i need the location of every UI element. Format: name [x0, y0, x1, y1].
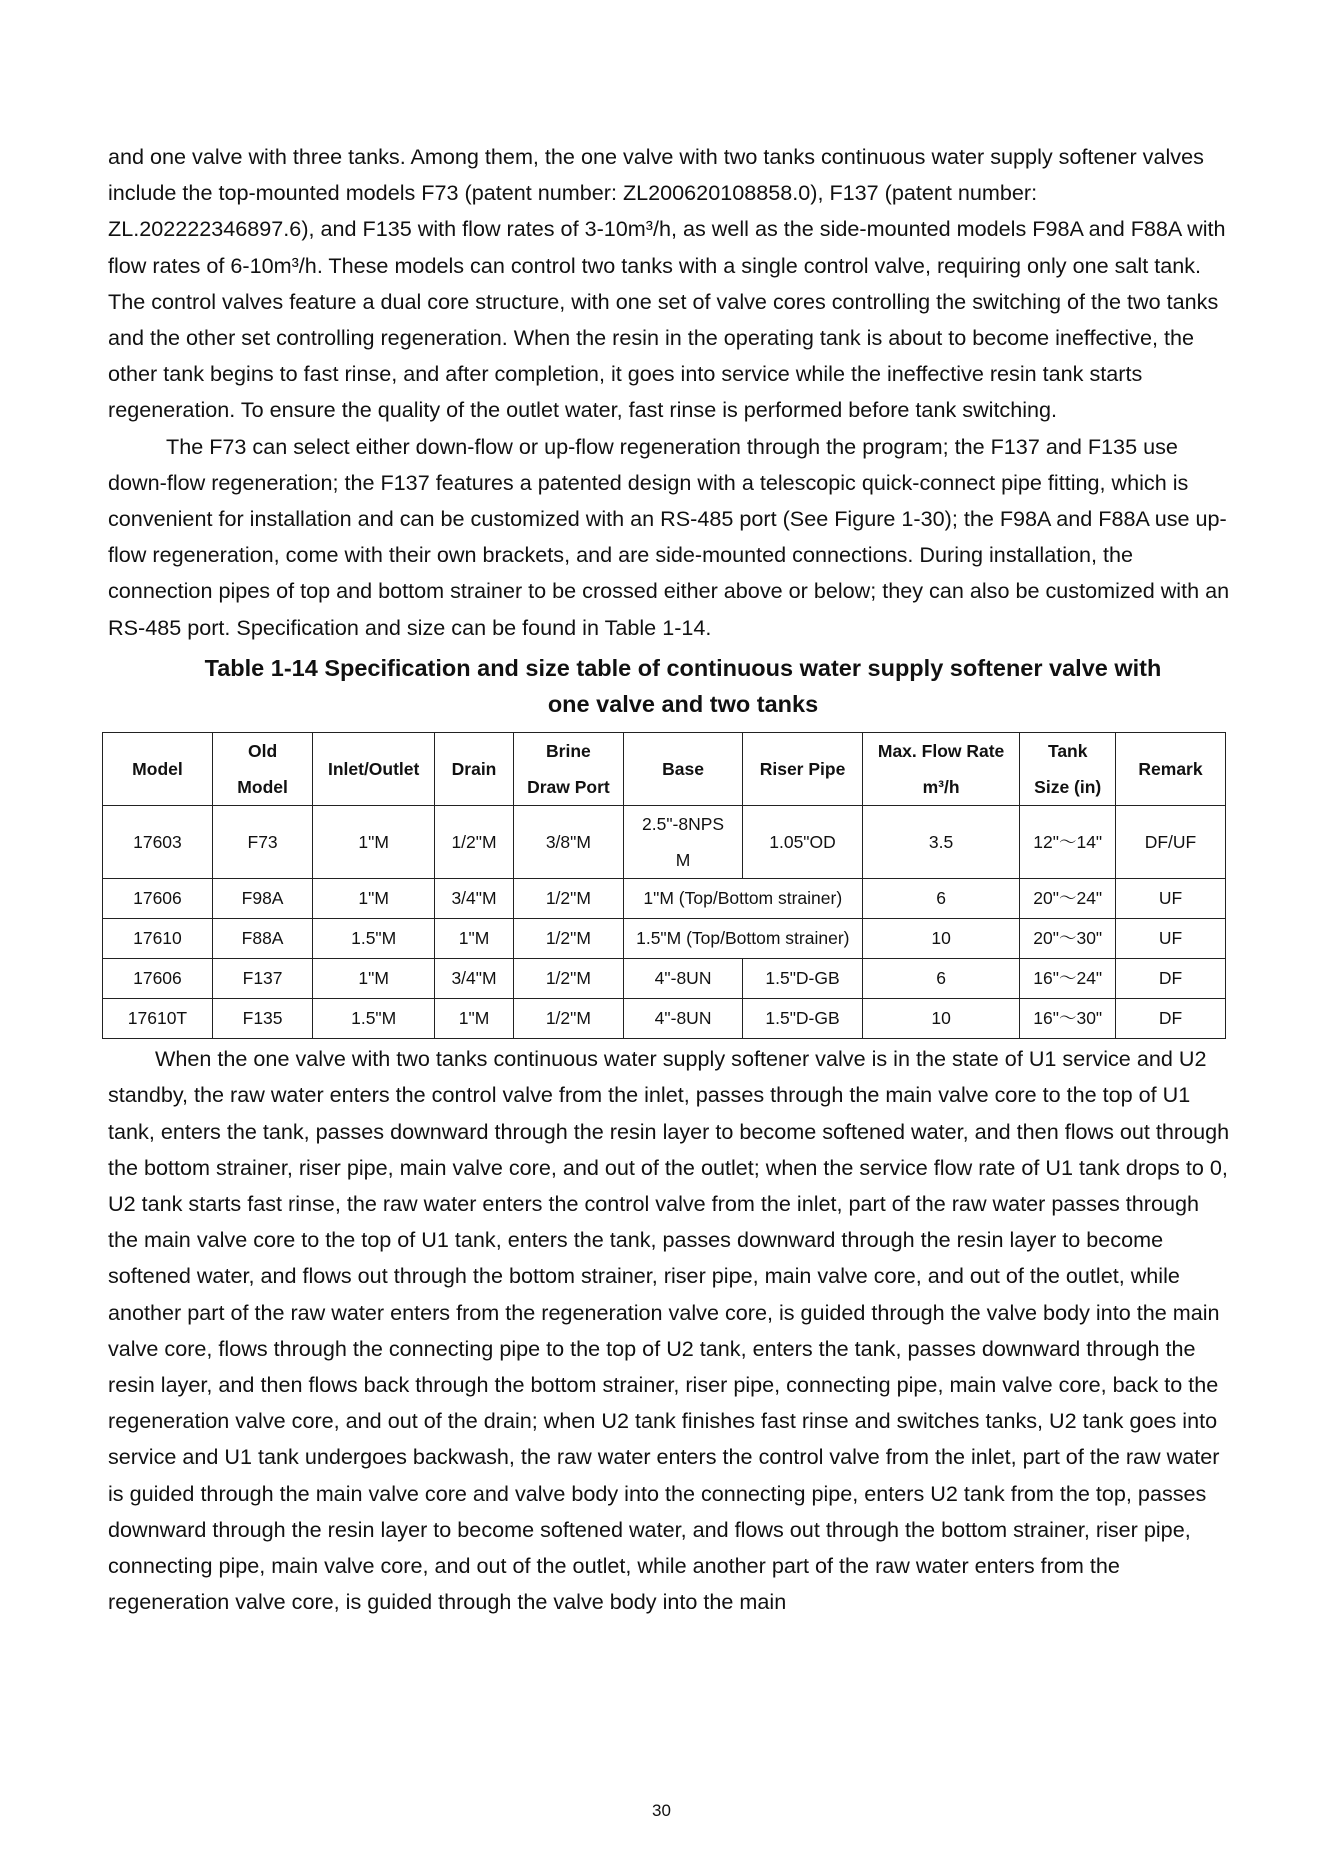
cell-old-model: F135: [212, 999, 312, 1039]
cell-old-model: F73: [212, 806, 312, 879]
cell-tank: 16"～30": [1020, 999, 1116, 1039]
cell-brine: 1/2"M: [513, 879, 623, 919]
header-max-flow-rate: Max. Flow Rate m³/h: [862, 733, 1020, 806]
cell-inlet-outlet: 1.5"M: [313, 999, 435, 1039]
cell-model: 17603: [103, 806, 213, 879]
cell-base-riser: 1"M (Top/Bottom strainer): [623, 879, 862, 919]
cell-flow: 6: [862, 959, 1020, 999]
cell-remark: DF/UF: [1116, 806, 1226, 879]
cell-model: 17606: [103, 959, 213, 999]
cell-tank: 12"～14": [1020, 806, 1116, 879]
cell-old-model: F98A: [212, 879, 312, 919]
header-tank-size: Tank Size (in): [1020, 733, 1116, 806]
cell-inlet-outlet: 1"M: [313, 959, 435, 999]
paragraph-operation: When the one valve with two tanks continuous water supply softener valve is in the state of U1 service and U2 standby, the raw water enters the control valve from the inlet, passes through the main valve core to the top of U1 tank, enters the tank, passes downward through the resin layer to become softened water, and then flows out through the bottom strainer, riser pipe, main valve core, and out of the outlet; when the service flow rate of U1 tank drops to 0, U2 tank starts fast rinse, the raw water enters the control valve from the inlet, part of the raw water passes through the main valve core to the top of U1 tank, enters the tank, passes downward through the resin layer to become softened water, and flows out through the bottom strainer, riser pipe, main valve core, and out of the outlet, while another part of the raw water enters from the regeneration valve core, is guided through the valve body into the main valve core, flows through the connecting pipe to the top of U2 tank, enters the tank, passes downward through the resin layer, and then flows back through the bottom strainer, riser pipe, connecting pipe, main valve core, back to the regeneration valve core, and out of the drain; when U2 tank finishes fast rinse and switches tanks, U2 tank goes into service and U1 tank undergoes backwash, the raw water enters the control valve from the inlet, part of the raw water is guided through the main valve core and valve body into the connecting pipe, enters U2 tank from the top, passes downward through the resin layer to become softened water, and flows out through the bottom strainer, riser pipe, connecting pipe, main valve core, and out of the outlet, while another part of the raw water enters from the regeneration valve core, is guided through the valve body into the main: [108, 1046, 1230, 1615]
cell-drain: 1/2"M: [435, 806, 514, 879]
table-row: [103, 806, 1226, 879]
cell-model: 17610: [103, 919, 213, 959]
cell-flow: 3.5: [862, 806, 1020, 879]
cell-flow: 6: [862, 879, 1020, 919]
cell-remark: DF: [1116, 959, 1226, 999]
cell-inlet-outlet: 1.5"M: [313, 919, 435, 959]
cell-remark: UF: [1116, 879, 1226, 919]
cell-remark: DF: [1116, 999, 1226, 1039]
cell-tank: 20"～30": [1020, 919, 1116, 959]
paragraph-regeneration: The F73 can select either down-flow or up-flow regeneration through the program; the F137 and F135 use down-flow regeneration; the F137 features a patented design with a telescopic quick-connect pipe fitting, which is convenient for installation and can be customized with an RS-485 port (See Figure 1-30); the F98A and F88A use up-flow regeneration, come with their own brackets, and are side-mounted connections. During installation, the connection pipes of top and bottom strainer to be crossed either above or below; they can also be customized with an RS-485 port. Specification and size can be found in Table 1-14.: [108, 433, 1230, 640]
cell-flow: 10: [862, 919, 1020, 959]
cell-base: 4"-8UN: [623, 959, 742, 999]
cell-old-model: F88A: [212, 919, 312, 959]
header-inlet-outlet: Inlet/Outlet: [313, 733, 435, 806]
cell-brine: 1/2"M: [513, 919, 623, 959]
cell-base: 4"-8UN: [623, 999, 742, 1039]
cell-brine: 1/2"M: [513, 999, 623, 1039]
cell-riser: 1.5"D-GB: [743, 959, 862, 999]
header-riser-pipe: Riser Pipe: [743, 733, 862, 806]
header-model: Model: [103, 733, 213, 806]
header-brine-draw-port: Brine Draw Port: [513, 733, 623, 806]
cell-old-model: F137: [212, 959, 312, 999]
cell-riser: 1.05"OD: [743, 806, 862, 879]
table-caption-line-1: Table 1-14 Specification and size table of continuous water supply softener valve with: [204, 654, 1162, 681]
cell-remark: UF: [1116, 919, 1226, 959]
table-header-row: [103, 733, 1226, 806]
cell-inlet-outlet: 1"M: [313, 806, 435, 879]
cell-tank: 16"～24": [1020, 959, 1116, 999]
cell-base-riser: 1.5"M (Top/Bottom strainer): [623, 919, 862, 959]
cell-drain: 1"M: [435, 999, 514, 1039]
table-caption: [108, 650, 1230, 722]
paragraph-intro: and one valve with three tanks. Among them, the one valve with two tanks continuous water supply softener valves include the top-mounted models F73 (patent number: ZL200620108858.0), F137 (patent number: ZL.202222346897.6), and F135 with flow rates of 3-10m³/h, as well as the side-mounted models F98A and F88A with flow rates of 6-10m³/h. These models can control two tanks with a single control valve, requiring only one salt tank. The control valves feature a dual core structure, with one set of valve cores controlling the switching of the two tanks and the other set controlling regeneration. When the resin in the operating tank is about to become ineffective, the other tank begins to fast rinse, and after completion, it goes into service while the ineffective resin tank starts regeneration. To ensure the quality of the outlet water, fast rinse is performed before tank switching.: [108, 144, 1226, 423]
cell-drain: 3/4"M: [435, 959, 514, 999]
spec-table: [102, 732, 1226, 1039]
cell-tank: 20"～24": [1020, 879, 1116, 919]
table-caption-line-2: one valve and two tanks: [547, 691, 819, 718]
document-page: [108, 139, 1230, 1621]
cell-drain: 1"M: [435, 919, 514, 959]
cell-drain: 3/4"M: [435, 879, 514, 919]
header-old-model: Old Model: [212, 733, 312, 806]
cell-model: 17606: [103, 879, 213, 919]
table-row: [103, 999, 1226, 1039]
table-row: [103, 879, 1226, 919]
cell-base: 2.5"-8NPS M: [623, 806, 742, 879]
header-remark: Remark: [1116, 733, 1226, 806]
cell-riser: 1.5"D-GB: [743, 999, 862, 1039]
header-base: Base: [623, 733, 742, 806]
cell-model: 17610T: [103, 999, 213, 1039]
cell-brine: 3/8"M: [513, 806, 623, 879]
page-number: 30: [652, 1801, 671, 1820]
table-row: [103, 959, 1226, 999]
table-row: [103, 919, 1226, 959]
cell-inlet-outlet: 1"M: [313, 879, 435, 919]
header-drain: Drain: [435, 733, 514, 806]
cell-flow: 10: [862, 999, 1020, 1039]
cell-brine: 1/2"M: [513, 959, 623, 999]
